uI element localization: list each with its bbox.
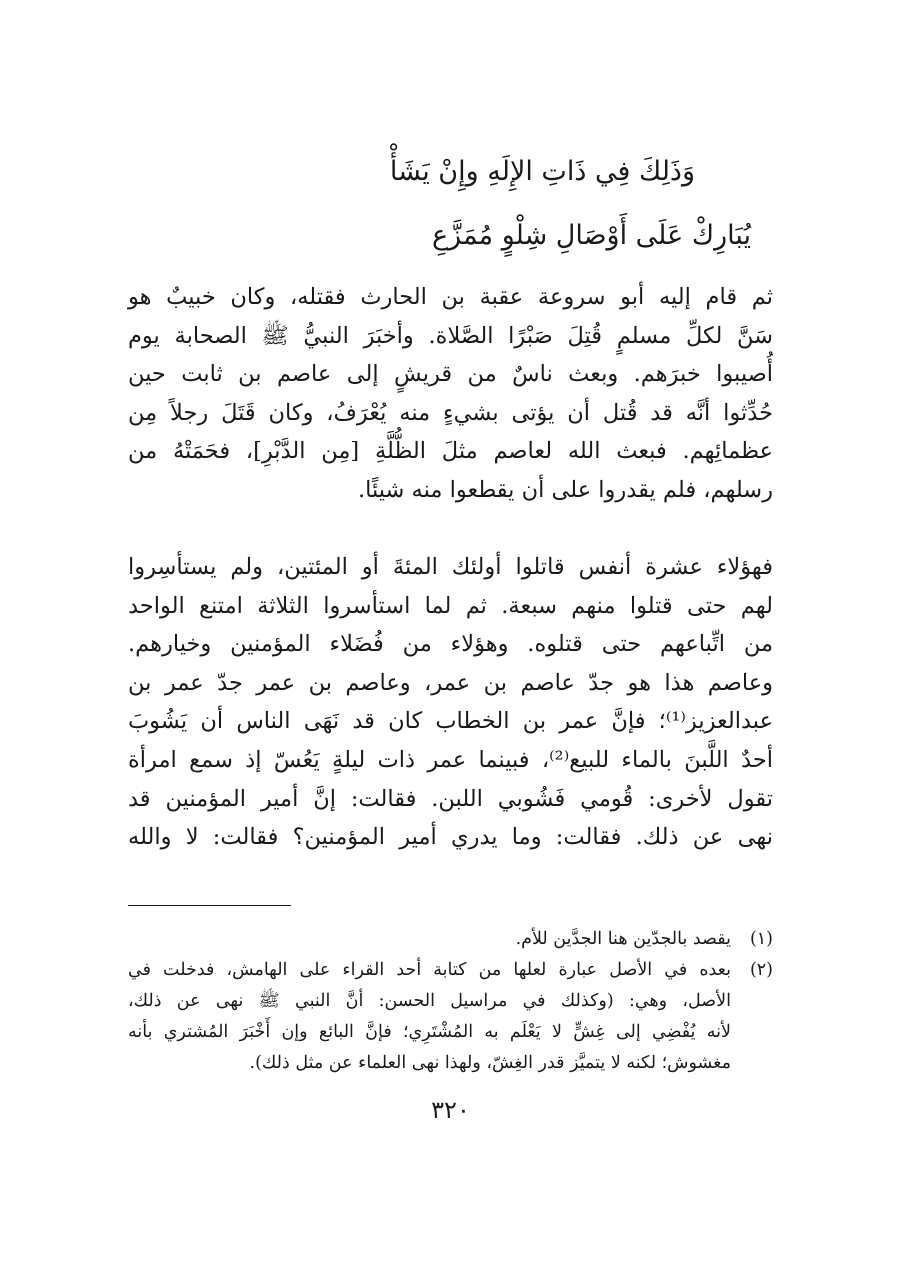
paragraph-line: أحدٌ اللَّبنَ بالماء للبيع⁽²⁾، فبينما عمر ذات ليلةٍ يَعُسّ إذ سمع امرأة — [128, 746, 773, 773]
footnote-number: (٢) — [749, 960, 773, 980]
paragraph-1 — [128, 278, 773, 510]
footnote-separator — [128, 905, 291, 906]
paragraph-2 — [128, 548, 773, 857]
footnote-2 — [128, 955, 773, 1079]
paragraph-line: لهم حتى قتلوا منهم سبعة. ثم لما استأسروا الثلاثة امتنع الواحد — [128, 592, 773, 619]
footnote-1 — [128, 924, 773, 955]
footnotes — [128, 924, 773, 1079]
paragraph-line: عظمائِهم. فبعث الله لعاصم مثلَ الظُّلَّةِ [مِن الدَّبْرِ]، فحَمَتْهُ من — [128, 438, 773, 465]
paragraph-line: أُصيبوا خبرَهم. وبعث ناسٌ من قريشٍ إلى عاصم بن ثابت حين — [128, 361, 773, 388]
footnote-line: بعده في الأصل عبارة لعلها من كتابة أحد القراء على الهامش، فدخلت في — [128, 960, 731, 980]
footnote-number: (١) — [749, 929, 773, 949]
paragraph-line: تقول لأخرى: قُومي فَشُوبي اللبن. فقالت: إنَّ أمير المؤمنين قد — [128, 785, 773, 812]
poetry-verse-2: يُبَارِكْ عَلَى أَوْصَالِ شِلْوٍ مُمَزَّعِ — [432, 220, 751, 251]
paragraph-line: وعاصم هذا هو جدّ عاصم بن عمر، وعاصم بن عمر جدّ عمر بن — [128, 669, 773, 696]
page-number: ٣٢٠ — [431, 1096, 470, 1124]
paragraph-line: ثم قام إليه أبو سروعة عقبة بن الحارث فقتله، وكان خبيبٌ هو — [128, 284, 773, 310]
paragraph-line: من اتِّباعهم حتى قتلوه. وهؤلاء من فُضَلاء المؤمنين وخيارهم. — [128, 631, 773, 658]
footnote-text — [128, 955, 731, 1079]
footnote-line: مغشوش؛ لكنه لا يتميَّز قدر الغِشّ، ولهذا نهى العلماء عن مثل ذلك). — [249, 1053, 731, 1073]
document-page — [128, 0, 773, 1271]
paragraph-line: فهؤلاء عشرة أنفس قاتلوا أولئك المئةَ أو المئتين، ولم يستأسِروا — [128, 554, 773, 580]
paragraph-line: رسلهم، فلم يقدروا على أن يقطعوا منه شيئًا. — [357, 476, 773, 503]
paragraph-line: حُدِّثوا أنَّه قد قُتل أن يؤتى بشيءٍ منه يُعْرَفُ، وكان قَتَلَ رجلاً مِن — [128, 399, 773, 426]
paragraph-line: نهى عن ذلك. فقالت: وما يدري أمير المؤمنين؟ فقالت: لا والله — [128, 824, 773, 851]
paragraph-line: سَنَّ لكلِّ مسلمٍ قُتِلَ صَبْرًا الصَّلاة. وأخبَرَ النبيُّ ﷺ الصحابة يوم — [128, 322, 773, 349]
footnote-line: الأصل، وهي: (وكذلك في مراسيل الحسن: أنَّ النبي ﷺ نهى عن ذلك، — [128, 991, 731, 1011]
footnote-line: لأنه يُفْضِي إلى غِشٍّ لا يَعْلَم به المُشْتَرِي؛ فإنَّ البائع وإن أَخْبَرَ المُشتري بأنه — [128, 1022, 731, 1042]
paragraph-line: عبدالعزيز⁽¹⁾؛ فإنَّ عمر بن الخطاب كان قد نَهَى الناس أن يَشُوبَ — [128, 708, 773, 735]
poetry-verse-1: وَذَلِكَ فِي ذَاتِ الإِلَهِ وإِنْ يَشَأْ — [389, 156, 695, 187]
footnote-line: يقصد بالجدّين هنا الجدَّين للأم. — [515, 929, 731, 949]
footnote-text — [128, 924, 731, 955]
